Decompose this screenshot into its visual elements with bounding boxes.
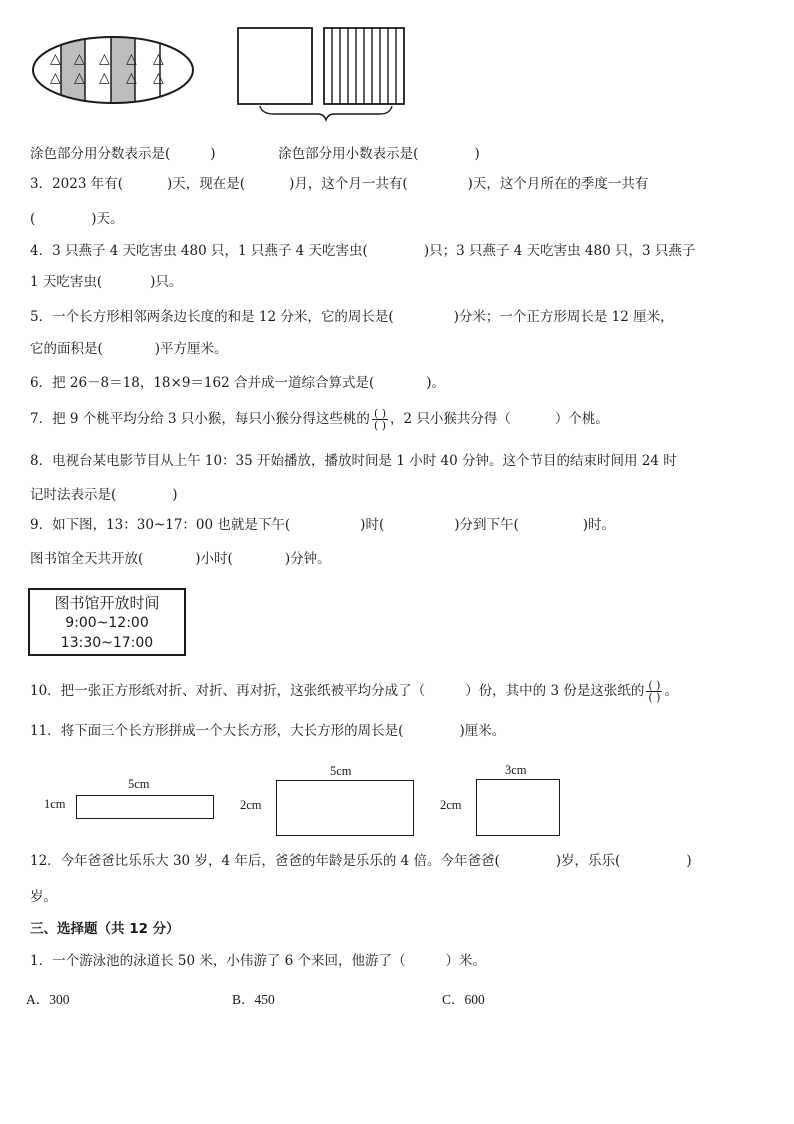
rectangle-2 <box>276 780 414 836</box>
question-3: 3．2023 年有( )天，现在是( )月，这个月一共有( )天，这个月所在的季度一共有 <box>30 176 649 192</box>
library-hours-title: 图书馆开放时间 <box>54 594 160 612</box>
triangle-icon: △ <box>50 70 61 86</box>
library-hours-box <box>28 588 186 656</box>
triangle-icon: △ <box>99 51 110 67</box>
option-c[interactable]: C．600 <box>442 992 485 1007</box>
decimal-caption: 涂色部分用小数表示是( <box>278 146 419 162</box>
decimal-square-figure <box>234 26 414 122</box>
question-3-cont: ( )天。 <box>30 211 124 227</box>
rect-3-width-label: 3cm <box>505 763 527 777</box>
question-11: 11．将下面三个长方形拼成一个大长方形，大长方形的周长是( )厘米。 <box>30 723 506 739</box>
question-8-cont: 记时法表示是( ) <box>30 487 178 503</box>
rect-2-width-label: 5cm <box>330 764 352 778</box>
triangle-icon: △ <box>50 51 61 67</box>
section-title: 三、选择题（共 12 分） <box>30 921 180 937</box>
triangle-icon: △ <box>99 70 110 86</box>
question-12-cont: 岁。 <box>30 889 57 905</box>
fraction-blank[interactable]: $\frac{( )}{( )}$ <box>373 407 387 432</box>
question-4: 4．3 只燕子 4 天吃害虫 480 只，1 只燕子 4 天吃害虫( )只；3 只燕子 4 天吃害虫 480 只，3 只燕子 <box>30 243 696 259</box>
figure-captions: 涂色部分用分数表示是( ) 涂色部分用小数表示是( ) <box>30 146 480 162</box>
triangle-icon: △ <box>74 51 85 67</box>
question-4-cont: 1 天吃害虫( )只。 <box>30 274 183 290</box>
triangle-icon: △ <box>126 70 137 86</box>
triangle-grid <box>30 34 196 106</box>
rect-3-height-label: 2cm <box>440 798 462 812</box>
question-9-cont: 图书馆全天共开放( )小时( )分钟。 <box>30 551 331 567</box>
question-8: 8．电视台某电影节目从上午 10：35 开始播放，播放时间是 1 小时 40 分钟。这个节目的结束时间用 24 时 <box>30 453 677 469</box>
triangle-icon: △ <box>74 70 85 86</box>
fraction-caption: 涂色部分用分数表示是( <box>30 146 171 162</box>
rectangle-3 <box>476 779 560 836</box>
rect-2-height-label: 2cm <box>240 798 262 812</box>
rectangle-1 <box>76 795 214 819</box>
rect-1-width-label: 5cm <box>128 777 150 791</box>
library-hours-row: 9:00~12:00 <box>65 615 149 631</box>
triangle-icon: △ <box>126 51 137 67</box>
library-hours-row: 13:30~17:00 <box>60 635 154 651</box>
mc-question-1: 1．一个游泳池的泳道长 50 米，小伟游了 6 个来回，他游了（ ）米。 <box>30 953 487 969</box>
triangle-icon: △ <box>153 51 164 67</box>
option-a[interactable]: A．300 <box>26 992 70 1007</box>
question-10: 10．把一张正方形纸对折、对折、再对折，这张纸被平均分成了（ ）份，其中的 3 份是这张纸的 $\frac{( )}{( )}$ 。 <box>30 679 678 704</box>
question-12: 12．今年爸爸比乐乐大 30 岁，4 年后，爸爸的年龄是乐乐的 4 倍。今年爸爸( )岁，乐乐( ) <box>30 853 692 869</box>
question-5-cont: 它的面积是( )平方厘米。 <box>30 341 228 357</box>
rect-1-height-label: 1cm <box>44 797 66 811</box>
fraction-blank[interactable]: $\frac{( )}{( )}$ <box>648 679 661 704</box>
option-b[interactable]: B．450 <box>232 992 275 1007</box>
question-7: 7．把 9 个桃平均分给 3 只小猴，每只小猴分得这些桃的 $\frac{( )}{( )}$ ，2 只小猴共分得（ ）个桃。 <box>30 407 609 432</box>
question-9: 9．如下图，13：30~17：00 也就是下午( )时( )分到下午( )时。 <box>30 517 616 533</box>
triangle-icon: △ <box>153 70 164 86</box>
question-6: 6．把 26－8＝18，18×9＝162 合并成一道综合算式是( )。 <box>30 375 446 391</box>
question-5: 5．一个长方形相邻两条边长度的和是 12 分米，它的周长是( )分米；一个正方形周长是 12 厘米， <box>30 309 674 325</box>
